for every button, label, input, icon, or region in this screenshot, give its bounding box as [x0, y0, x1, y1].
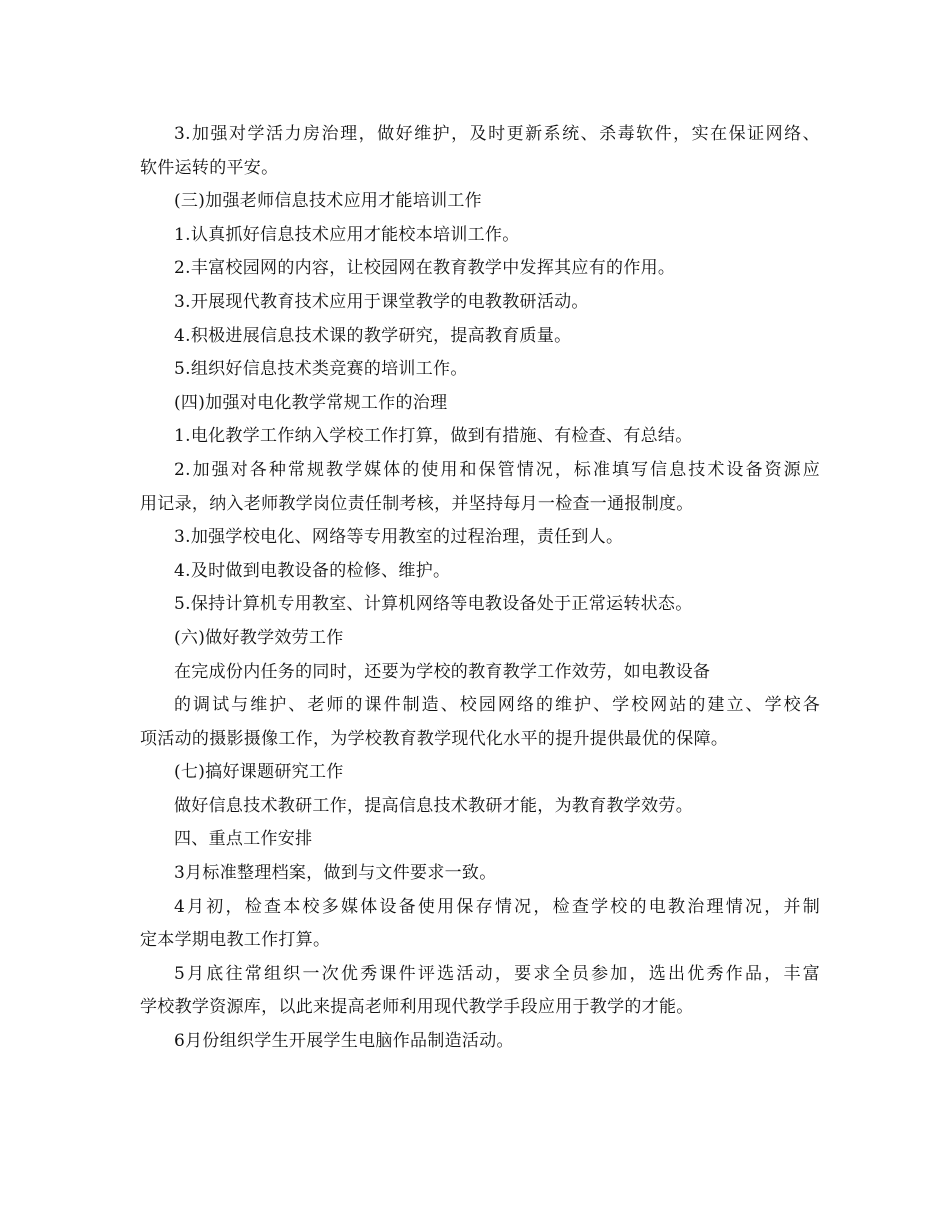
paragraph-line: 的调试与维护、老师的课件制造、校园网络的维护、学校网站的建立、学校各	[174, 695, 820, 716]
paragraph-line: 用记录，纳入老师教学岗位责任制考核，并坚持每月一检查一通报制度。	[140, 493, 694, 514]
paragraph-line: 4.及时做到电教设备的检修、维护。	[174, 560, 451, 581]
paragraph-line: 1.电化教学工作纳入学校工作打算，做到有措施、有检查、有总结。	[174, 426, 693, 447]
section-heading: (三)加强老师信息技术应用才能培训工作	[174, 191, 482, 212]
paragraph-line: 3.加强学校电化、网络等专用教室的过程治理，责任到人。	[174, 527, 624, 548]
section-heading: (六)做好教学效劳工作	[174, 627, 344, 648]
paragraph-line: 定本学期电教工作打算。	[140, 930, 331, 951]
paragraph-line: 5.组织好信息技术类竞赛的培训工作。	[174, 359, 468, 380]
section-heading: 四、重点工作安排	[174, 829, 313, 850]
paragraph-line: 1.认真抓好信息技术应用才能校本培训工作。	[174, 224, 520, 245]
paragraph-line: 学校教学资源库，以此来提高老师利用现代教学手段应用于教学的才能。	[140, 997, 694, 1018]
paragraph-line: 2.加强对各种常规教学媒体的使用和保管情况，标准填写信息技术设备资源应	[174, 459, 820, 480]
section-heading: (七)搞好课题研究工作	[174, 762, 344, 783]
paragraph-line: 5.保持计算机专用教室、计算机网络等电教设备处于正常运转状态。	[174, 594, 693, 615]
paragraph-line: 软件运转的平安。	[140, 157, 279, 178]
paragraph-line: 在完成份内任务的同时，还要为学校的教育教学工作效劳，如电教设备	[174, 661, 711, 682]
paragraph-line: 2.丰富校园网的内容，让校园网在教育教学中发挥其应有的作用。	[174, 258, 676, 279]
paragraph-line: 3.开展现代教育技术应用于课堂教学的电教教研活动。	[174, 291, 589, 312]
paragraph-line: 做好信息技术教研工作，提高信息技术教研才能，为教育教学效劳。	[174, 795, 693, 816]
paragraph-line: 4.积极进展信息技术课的教学研究，提高教育质量。	[174, 325, 572, 346]
paragraph-line: 3月标准整理档案，做到与文件要求一致。	[174, 863, 497, 884]
paragraph-line: 项活动的摄影摄像工作，为学校教育教学现代化水平的提升提供最优的保障。	[140, 728, 729, 749]
paragraph-line: 5月底往常组织一次优秀课件评选活动，要求全员参加，选出优秀作品，丰富	[174, 963, 820, 984]
document-body	[140, 118, 820, 1059]
paragraph-line: 3.加强对学活力房治理，做好维护，及时更新系统、杀毒软件，实在保证网络、	[174, 124, 820, 144]
paragraph-line: 6月份组织学生开展学生电脑作品制造活动。	[174, 1031, 514, 1052]
section-heading: (四)加强对电化教学常规工作的治理	[174, 392, 448, 413]
paragraph-line: 4月初，检查本校多媒体设备使用保存情况，检查学校的电教治理情况，并制	[174, 896, 820, 917]
